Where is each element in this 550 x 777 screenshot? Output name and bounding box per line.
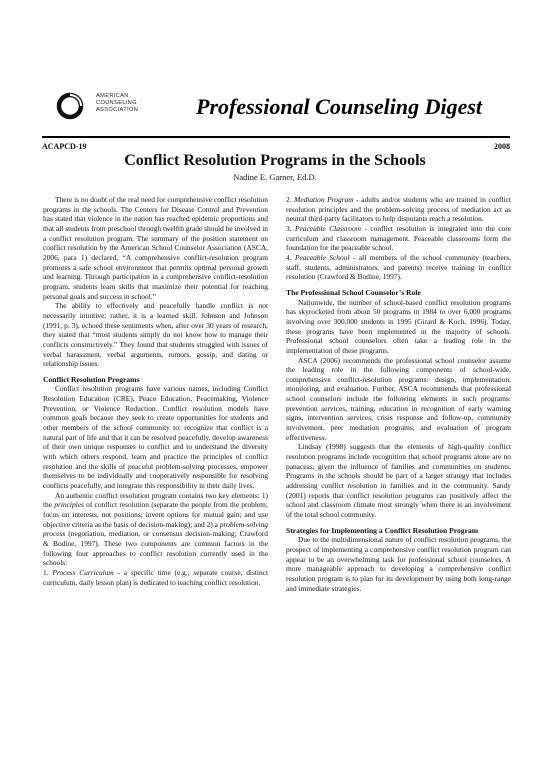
aca-logo-ring-icon bbox=[56, 92, 84, 120]
paragraph: Conflict resolution programs have various names, including Conflict Resolution Education (CRE), Peace Education, Peacemaking, Violence Prevention, or Violence Reduction. Conflict resolution models have common goals because they seek to create opportunities for students and other members of the school community to: recognize that conflict is a natural part of life and that it can be resolved peacefully, develop awareness of their own unique responses to conflict and to understand the diversity with which others respond, learn and practice the principles of conflict resolution and the skills of peaceful problem-solving processes, empower themselves to be individually and cooperatively responsible for resolving conflicts peacefully, and integrate this responsibility in their daily lives. bbox=[43, 384, 268, 491]
right-column bbox=[286, 195, 511, 593]
item-number: 2. bbox=[286, 195, 295, 204]
section-heading: Conflict Resolution Programs bbox=[43, 374, 140, 384]
aca-logo bbox=[56, 92, 206, 130]
digest-code: ACAPCD-19 bbox=[42, 142, 87, 151]
article-title: Conflict Resolution Programs in the Schools bbox=[124, 152, 426, 169]
text-run: principles bbox=[54, 500, 84, 510]
section-heading: Strategies for Implementing a Conflict Resolution Program bbox=[286, 525, 479, 535]
item-term: Peaceable School bbox=[295, 252, 350, 262]
article-author: Nadine E. Garner, Ed.D. bbox=[233, 172, 317, 182]
text-run: of conflict resolution (separate the people from the problem; focus on interests, not positions; invent options for mutual gain; and use objective criteria as the basis of decision-making); and 2) a bbox=[43, 500, 268, 529]
item-term: Mediation Program bbox=[294, 195, 354, 204]
text-run: (negotiation, mediation, or consensus decision-making; Crawford & Bodine, 1997). These two components are common factors in the following four approaches to conflict resolution currently used in the schools: bbox=[43, 529, 268, 568]
list-item bbox=[286, 224, 511, 253]
section-heading: The Professional School Counselor’s Role bbox=[286, 287, 421, 297]
left-column bbox=[43, 195, 268, 587]
item-text: - conflict resolution is integrated into the core curriculum and classroom management. Peaceable classrooms form the foundation for the peaceable school. bbox=[286, 223, 511, 253]
digest-year: 2008 bbox=[494, 142, 510, 151]
paragraph: Lindsay (1998) suggests that the elements of high-quality conflict resolution programs include recognition that school programs alone are no panaceas, given the influence of families and communities on students. Programs in the schools should be part of a larger strategy that includes addressing conflict resolution in families and in the community. Sandy (2001) reports that conflict resolution programs can positively affect the school and classroom climate most strongly when there is an involvement of the total school community. bbox=[286, 442, 511, 519]
digest-title: Professional Counseling Digest bbox=[196, 94, 483, 119]
item-number: 4. bbox=[286, 252, 296, 262]
paragraph: ASCA (2006) recommends the professional school counselor assume the leading role in the following components of school-wide, comprehensive conflict-resolution programs: design, implementation, monitoring, and evaluation. Further, ASCA recommends that professional school counselors include the following elements in such programs: prevention services, training, education in recognition of early warning signs, intervention services, crisis response and follow-up, community involvement, peer mediation programs, and evaluation of program effectiveness. bbox=[286, 355, 511, 442]
item-text: - a specific time (e.g., separate course, distinct curriculum, daily lesson plan) is dedicated to teaching conflict resolution. bbox=[43, 567, 268, 587]
item-term: Peaceable Classroom bbox=[295, 223, 362, 233]
paragraph: There is no doubt of the real need for comprehensive conflict resolution programs in the schools. The Centers for Disease Control and Prevention has stated that violence in the nation has reached epidemic proportions and that all students from preschool through twelfth grade should be involved in a conflict resolution program. The summary of the position statement on conflict resolution by the American School Counselor Association (ASCA, 2006, para 1) declared, “A comprehensive conflict-resolution program promotes a safe school environment that permits optimal personal growth and learning. Through participation in a comprehensive conflict-resolution program, students learn skills that maximize their potential for reaching personal goals and success in school.” bbox=[43, 195, 268, 301]
text-run: problem-solving process bbox=[43, 519, 268, 539]
item-number: 3. bbox=[286, 223, 296, 233]
item-number: 1. bbox=[43, 567, 53, 577]
item-term: Process Curriculum bbox=[52, 567, 114, 577]
item-text: - adults and/or students who are trained in conflict resolution principles and the problem-solving process of mediation act as neutral third-party facilitators to help disputants reach a resolution. bbox=[286, 195, 511, 224]
paragraph: Nationwide, the number of school-based conflict resolution programs has skyrocketed from about 50 programs in 1984 to over 6,000 programs involving over 300,000 students in 1995 (Girard & Koch, 1996). Today, these programs have been implemented in the majority of schools. Professional school counselors often take a leading role in the implementation of these programs. bbox=[286, 297, 511, 355]
item-text: - all members of the school community (teachers, staff, students, administrators, and parents) receive training in conflict resolution (Crawford & Bodine, 1997). bbox=[286, 252, 511, 282]
header-rule bbox=[42, 136, 510, 138]
org-line: ASSOCIATION bbox=[96, 107, 139, 113]
list-item bbox=[286, 195, 511, 224]
org-line: AMERICAN bbox=[96, 93, 129, 99]
org-line: COUNSELING bbox=[96, 100, 137, 106]
paragraph: Due to the multidimensional nature of conflict resolution programs, the prospect of implementing a comprehensive conflict resolution program can appear to be an overwhelming task for professional school counselors. A more manageable approach to developing a comprehensive conflict resolution program is to plan for its development by using both long-range and immediate strategies. bbox=[286, 535, 511, 593]
text-run: An authentic conflict resolution program contains two key elements: 1) the bbox=[43, 490, 268, 510]
paragraph bbox=[43, 491, 268, 568]
list-item bbox=[43, 568, 268, 587]
aca-logo-text bbox=[96, 93, 138, 114]
paragraph: The ability to effectively and peacefully handle conflict is not necessarily intuitive; rather, it is a learned skill. Johnson and Johnson (1991, p. 3), echoed these sentiments when, after over 30 years of research, they stated that “most students simply do not know how to manage their conflicts constructively.” They found that students struggled with issues of verbal harassment, verbal arguments, rumors, gossip, and dating or relationship issues. bbox=[43, 301, 268, 369]
list-item bbox=[286, 253, 511, 282]
